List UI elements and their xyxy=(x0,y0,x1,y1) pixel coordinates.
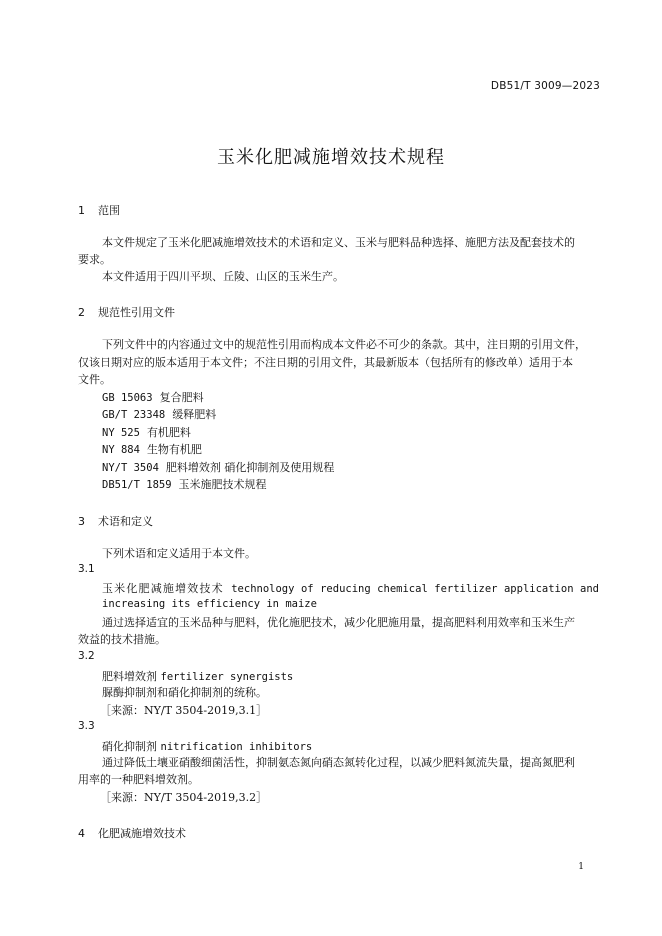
term-number: 3.1 xyxy=(78,563,95,575)
section-number: 4 xyxy=(78,827,85,840)
document-number: DB51/T 3009—2023 xyxy=(490,80,600,92)
section-number: 3 xyxy=(78,515,85,528)
term-en: fertilizer synergists xyxy=(160,671,294,683)
reference-code: NY/T 3504 xyxy=(102,462,159,474)
terms-intro: 下列术语和定义适用于本文件。 xyxy=(102,547,256,560)
references-intro-line: 下列文件中的内容通过文中的规范性引用而构成本文件必不可少的条款。其中，注日期的引用文件， xyxy=(102,338,586,351)
section-title: 术语和定义 xyxy=(98,515,153,528)
reference-item xyxy=(102,476,267,494)
reference-item xyxy=(102,389,204,407)
term-source: ［来源：NY/T 3504-2019,3.1］ xyxy=(100,704,268,717)
term-title-line xyxy=(102,738,312,754)
term-definition-line: 用率的一种肥料增效剂。 xyxy=(78,773,199,786)
term-title-line xyxy=(102,580,599,596)
term-en: technology of reducing chemical fertilizer application and xyxy=(231,583,599,595)
page-title: 玉米化肥减施增效技术规程 xyxy=(217,147,445,168)
term-zh: 玉米化肥减施增效技术 xyxy=(102,582,224,595)
section-2-heading xyxy=(78,304,175,320)
section-title: 范围 xyxy=(98,204,120,217)
term-definition-line: 通过降低土壤亚硝酸细菌活性，抑制氨态氮向硝态氮转化过程，以减少肥料氮流失量，提高氮肥利 xyxy=(102,756,575,769)
references-intro-line: 文件。 xyxy=(78,373,111,386)
reference-code: GB/T 23348 xyxy=(102,409,166,421)
term-definition: 脲酶抑制剂和硝化抑制剂的统称。 xyxy=(102,686,267,699)
reference-name: 缓释肥料 xyxy=(172,408,217,421)
term-number: 3.2 xyxy=(78,650,95,662)
reference-item xyxy=(102,441,202,459)
scope-applicability: 本文件适用于四川平坝、丘陵、山区的玉米生产。 xyxy=(102,270,344,283)
references-intro-line: 仅该日期对应的版本适用于本文件；不注日期的引用文件，其最新版本（包括所有的修改单）适用于本 xyxy=(78,356,573,369)
term-number: 3.3 xyxy=(78,720,95,732)
section-number: 2 xyxy=(78,306,85,319)
scope-paragraph-line: 本文件规定了玉米化肥减施增效技术的术语和定义、玉米与肥料品种选择、施肥方法及配套技术的 xyxy=(102,236,575,249)
reference-name: 生物有机肥 xyxy=(146,443,202,456)
section-number: 1 xyxy=(78,204,85,217)
term-source: ［来源：NY/T 3504-2019,3.2］ xyxy=(100,791,268,804)
scope-paragraph-line: 要求。 xyxy=(78,253,111,266)
term-zh: 肥料增效剂 xyxy=(102,670,157,683)
section-4-heading xyxy=(78,825,186,841)
reference-item xyxy=(102,406,216,424)
reference-code: NY 525 xyxy=(102,427,140,439)
reference-item xyxy=(102,459,334,477)
reference-name: 玉米施肥技术规程 xyxy=(178,478,267,491)
section-3-heading xyxy=(78,513,153,529)
term-title-line xyxy=(102,668,293,684)
reference-name: 复合肥料 xyxy=(159,391,204,404)
reference-item xyxy=(102,424,191,442)
term-definition-line: 效益的技术措施。 xyxy=(78,633,166,646)
section-1-heading xyxy=(78,202,120,218)
page-number: 1 xyxy=(578,862,584,872)
reference-name: 肥料增效剂 硝化抑制剂及使用规程 xyxy=(165,461,335,474)
reference-code: GB 15063 xyxy=(102,392,153,404)
term-zh: 硝化抑制剂 xyxy=(102,740,157,753)
reference-name: 有机肥料 xyxy=(146,426,191,439)
section-title: 规范性引用文件 xyxy=(98,306,175,319)
term-definition-line: 通过选择适宜的玉米品种与肥料，优化施肥技术，减少化肥施用量，提高肥料利用效率和玉米生产 xyxy=(102,616,575,629)
term-en: nitrification inhibitors xyxy=(160,741,313,753)
reference-code: DB51/T 1859 xyxy=(102,479,172,491)
reference-code: NY 884 xyxy=(102,444,140,456)
term-en-continued: increasing its efficiency in maize xyxy=(102,598,317,610)
section-title: 化肥减施增效技术 xyxy=(98,827,186,840)
